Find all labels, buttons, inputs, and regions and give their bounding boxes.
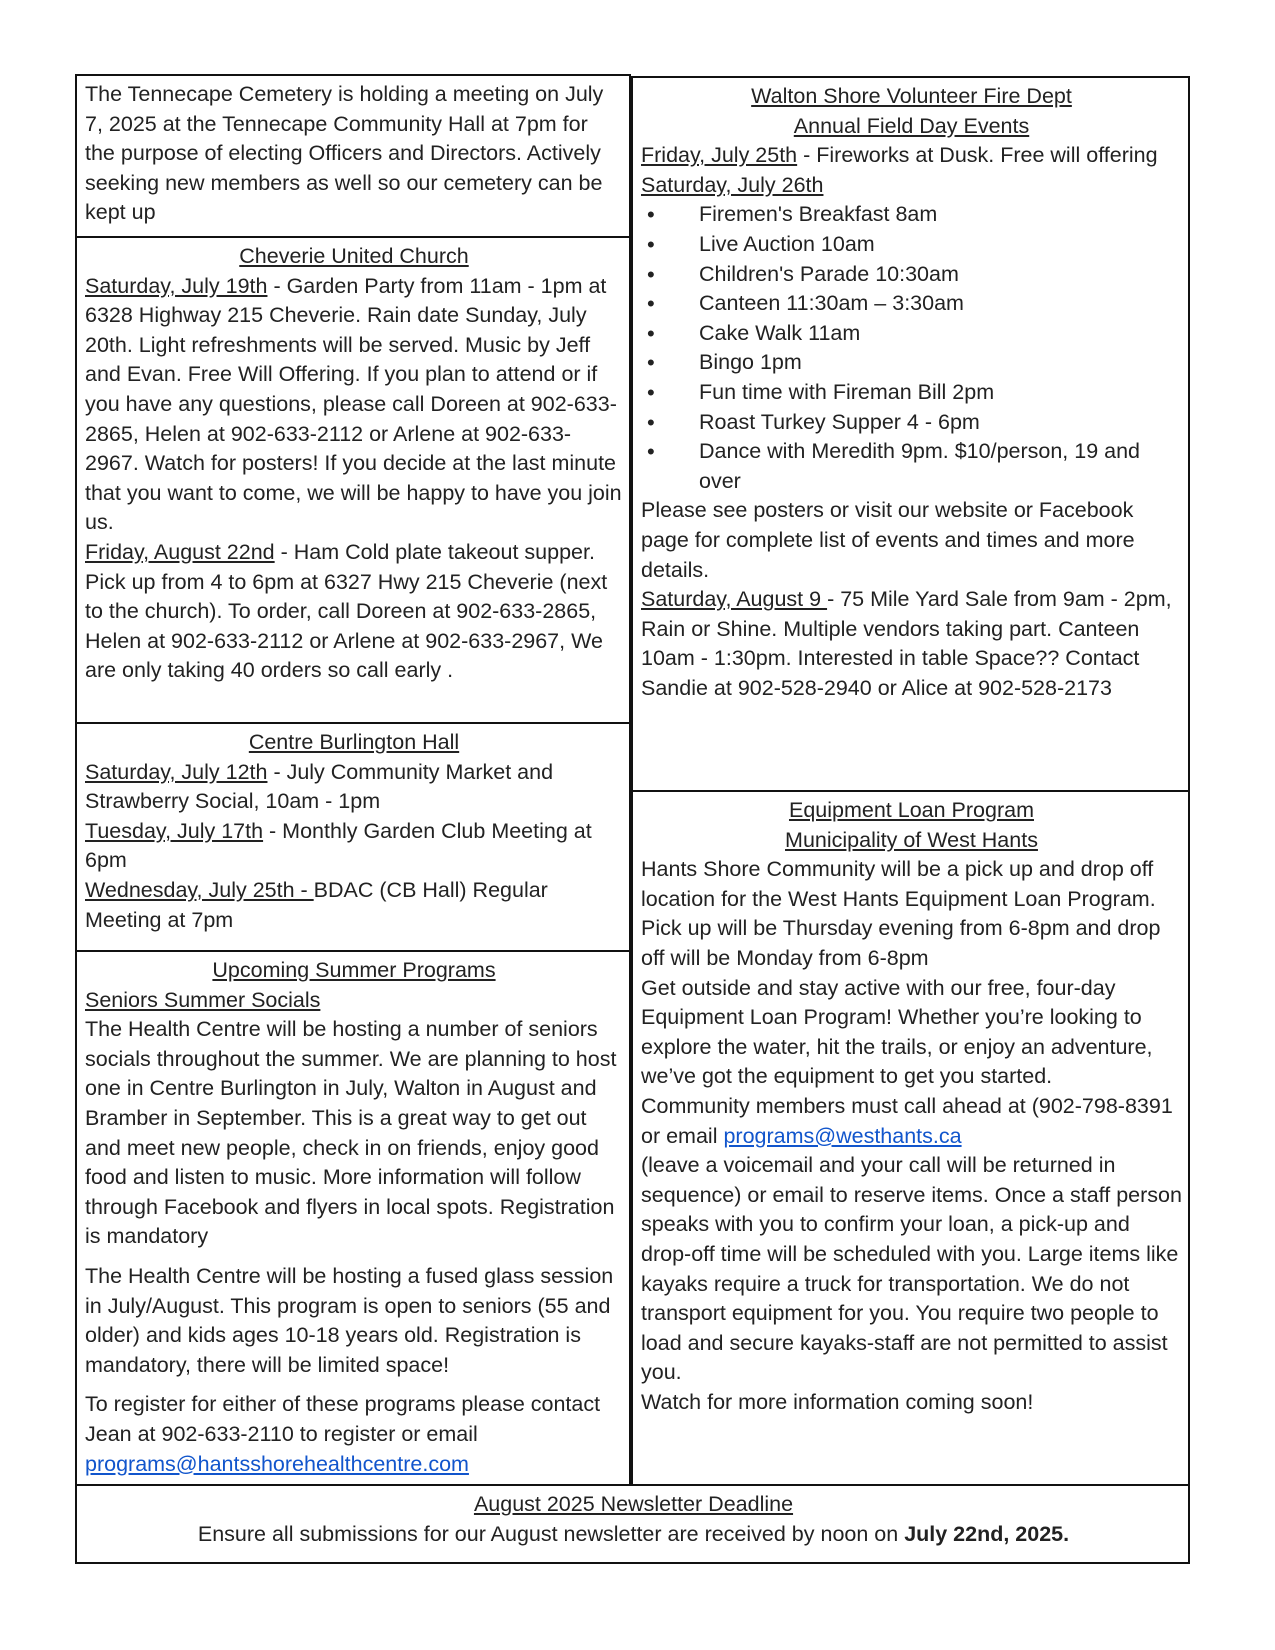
walton-title-1: Walton Shore Volunteer Fire Dept [751, 84, 1072, 108]
equipment-para-3-pre: Community members must call ahead at (902-798-8391 or email [641, 1093, 1173, 1148]
equipment-para-3-post: (leave a voicemail and your call will be returned in sequence) or email to reserve items. Once a staff person speaks with you to confirm your loan, a pick-up and drop-off time will be scheduled with you. Large items like kayaks require a truck for transportation. We do not transport equipment for you. You require two people to load and secure kayaks-staff are not permitted to assist you. [641, 1153, 1182, 1385]
equipment-para-2: Get outside and stay active with our free, four-day Equipment Loan Program! Whether you’re looking to explore the water, hit the trails, or enjoy an adventure, we’ve got the equipment to get you started. [641, 975, 1153, 1089]
walton-event-item: • Canteen 11:30am – 3:30am [641, 289, 1182, 319]
summer-para-1: The Health Centre will be hosting a number of seniors socials throughout the summer. We are planning to host one in Centre Burlington in July, Walton in August and Bramber in September. This is a great way to get out and meet new people, check in on friends, enjoy good food and listen to music. More information will follow through Facebook and flyers in local spots. Registration is mandatory [85, 1017, 617, 1249]
walton-aug-date: Saturday, August 9 [641, 587, 828, 612]
walton-event-item: • Dance with Meredith 9pm. $10/person, 19 and over [641, 437, 1182, 496]
west-hants-email-link[interactable]: programs@westhants.ca [723, 1123, 962, 1148]
burlington-event-date-2: Tuesday, July 17th [85, 818, 264, 843]
burlington-event-date-1: Saturday, July 12th [85, 759, 268, 784]
walton-note: Please see posters or visit our website or Facebook page for complete list of events and times and more details. [641, 498, 1135, 582]
walton-event-item: • Cake Walk 11am [641, 319, 1182, 349]
walton-sat-date: Saturday, July 26th [641, 172, 824, 197]
equipment-para-4: Watch for more information coming soon! [641, 1389, 1034, 1414]
equipment-title-1: Equipment Loan Program [788, 798, 1034, 822]
cheverie-event-date-1: Saturday, July 19th [85, 273, 268, 298]
walton-title-2: Annual Field Day Events [793, 113, 1030, 138]
walton-event-item: • Roast Turkey Supper 4 - 6pm [641, 408, 1182, 438]
walton-event-item: • Live Auction 10am [641, 230, 1182, 260]
summer-programs-section [75, 950, 631, 1486]
cemetery-text: The Tennecape Cemetery is holding a meeting on July 7, 2025 at the Tennecape Community Hall at 7pm for the purpose of electing Officers and Directors. Actively seeking new members as well so our cemetery can be kept up [85, 82, 604, 225]
cheverie-church-section [75, 236, 631, 724]
walton-fri-date: Friday, July 25th [641, 143, 798, 168]
cheverie-event-text-1: - Garden Party from 11am - 1pm at 6328 Highway 215 Cheverie. Rain date Sunday, July 20th. Light refreshments will be served. Music by Jeff and Evan. Free Will Offering. If you plan to attend or if you have any questions, please call Doreen at 902-633-2865, Helen at 902-633-2112 or Arlene at 902-633-2967. Watch for posters! If you decide at the last minute that you want to come, we will be happy to have you join us. [85, 273, 622, 535]
summer-title: Upcoming Summer Programs [212, 958, 496, 982]
summer-subtitle: Seniors Summer Socials [85, 987, 321, 1012]
cheverie-title: Cheverie United Church [239, 244, 469, 268]
walton-event-item: • Firemen's Breakfast 8am [641, 200, 1182, 230]
newsletter-deadline [75, 1484, 1190, 1564]
deadline-text: Ensure all submissions for our August newsletter are received by noon on [197, 1521, 905, 1546]
burlington-hall-section [75, 722, 631, 952]
summer-para-2: The Health Centre will be hosting a fused glass session in July/August. This program is open to seniors (55 and older) and kids ages 10-18 years old. Registration is mandatory, there will be limited space! [85, 1263, 614, 1377]
deadline-date: July 22nd, 2025. [904, 1521, 1070, 1546]
burlington-event-text-2: - Monthly Garden Club Meeting at 6pm [85, 818, 592, 873]
equipment-para-1: Hants Shore Community will be a pick up and drop off location for the West Hants Equipment Loan Program. Pick up will be Thursday evening from 6-8pm and drop off will be Monday from 6-8pm [641, 857, 1161, 970]
health-centre-email-link[interactable]: programs@hantsshorehealthcentre.com [85, 1451, 469, 1476]
burlington-event-date-3: Wednesday, July 25th - [85, 877, 314, 902]
summer-para-3: To register for either of these programs please contact Jean at 902-633-2110 to register or email [85, 1392, 601, 1446]
cheverie-event-date-2: Friday, August 22nd [85, 539, 275, 564]
walton-event-item: • Children's Parade 10:30am [641, 260, 1182, 290]
cemetery-notice [75, 74, 631, 238]
walton-event-item: • Fun time with Fireman Bill 2pm [641, 378, 1182, 408]
walton-aug-text: - 75 Mile Yard Sale from 9am - 2pm, Rain or Shine. Multiple vendors taking part. Canteen 10am - 1:30pm. Interested in table Space?? Contact Sandie at 902-528-2940 or Alice at 902-528-2173 [641, 587, 1172, 700]
cheverie-event-text-2: - Ham Cold plate takeout supper. Pick up from 4 to 6pm at 6327 Hwy 215 Cheverie (next to the church). To order, call Doreen at 902-633-2865, Helen at 902-633-2112 or Arlene at 902-633-2967, We are only taking 40 orders so call early . [85, 539, 608, 683]
walton-fire-dept-section [631, 76, 1190, 792]
burlington-event-text-3: BDAC (CB Hall) Regular Meeting at 7pm [85, 877, 548, 932]
walton-event-item: • Bingo 1pm [641, 348, 1182, 378]
equipment-title-2: Municipality of West Hants [785, 827, 1038, 852]
walton-event-list [641, 200, 1182, 496]
burlington-title: Centre Burlington Hall [248, 730, 460, 754]
burlington-event-text-1: - July Community Market and Strawberry Social, 10am - 1pm [85, 759, 554, 814]
deadline-title: August 2025 Newsletter Deadline [473, 1492, 794, 1516]
equipment-loan-section [631, 790, 1190, 1486]
walton-fri-text: - Fireworks at Dusk. Free will offering [797, 143, 1158, 168]
